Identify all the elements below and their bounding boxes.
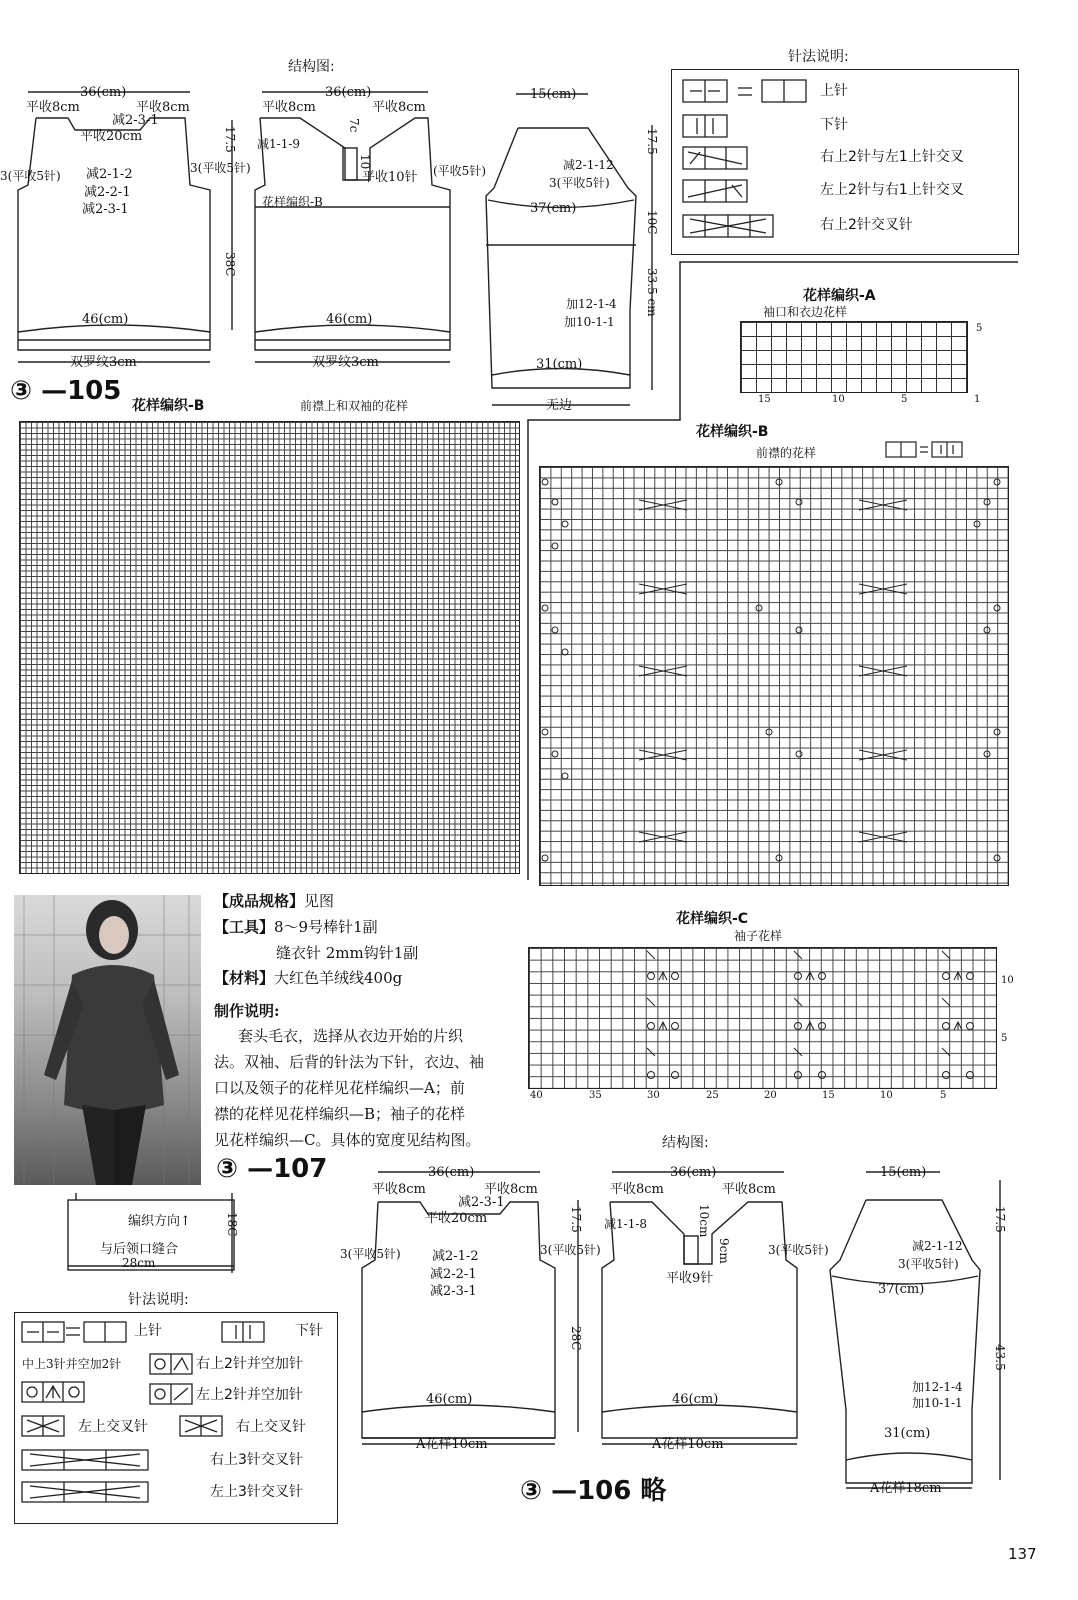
spec-tool-value-2: 缝衣针 2mm钩针1副 <box>276 944 419 962</box>
b-sleeve-dec: 减2-1-12 <box>912 1239 963 1253</box>
back-dec-2: 减2-2-1 <box>84 185 131 200</box>
back-width-bottom: 46(cm) <box>82 312 129 327</box>
b-back-dec-1: 减2-1-2 <box>432 1249 479 1264</box>
b-back-armhole-right: 3(平收5针) <box>540 1243 601 1257</box>
back-armhole-right: 3(平收5针) <box>190 161 251 175</box>
b-back-body-height: 28C <box>569 1326 583 1351</box>
sleeve-height-top: 17.5 <box>645 128 659 155</box>
front-placket-w: 10 <box>358 154 372 170</box>
b-back-armhole-left: 3(平收5针) <box>340 1247 401 1261</box>
spec-material-label: 【材料】 <box>214 969 275 987</box>
b-sleeve-width-bottom: 31(cm) <box>884 1426 931 1441</box>
legend-top-item-5: 右上2针交叉针 <box>820 217 913 233</box>
legend-top-item-4: 左上2针与右1上针交叉 <box>820 182 964 198</box>
instructions-line-1: 套头毛衣，选择从衣边开始的片织 <box>238 1027 464 1045</box>
instructions-line-5: 见花样编织—C。具体的宽度见结构图。 <box>214 1131 481 1149</box>
chart-b-left-subtitle: 前襟上和双袖的花样 <box>300 399 409 413</box>
back-shoulder-right: 平收8cm <box>136 100 190 115</box>
b-front-neck-bind: 平收9针 <box>666 1271 714 1286</box>
legend-bottom-item-8: 右上3针交叉针 <box>210 1452 303 1468</box>
spec-size-label: 【成品规格】 <box>214 892 305 910</box>
back-neck-bind: 平收20cm <box>80 129 143 144</box>
b-front-shoulder-right: 平收8cm <box>722 1182 776 1197</box>
chart-a-title: 花样编织-A <box>803 288 876 304</box>
collar-width: 28cm <box>122 1256 156 1270</box>
back-shoulder-left: 平收8cm <box>26 100 80 115</box>
b-sleeve-width-mid: 37(cm) <box>878 1282 925 1297</box>
chart-b-left-title: 花样编织-B <box>132 398 205 414</box>
chart-c-col-10: 10 <box>880 1090 893 1101</box>
b-front-width-top: 36(cm) <box>670 1165 717 1180</box>
b-front-width-bottom: 46(cm) <box>672 1392 719 1407</box>
b-back-shoulder-left: 平收8cm <box>372 1182 426 1197</box>
sleeve-dec: 减2-1-12 <box>563 158 614 172</box>
front-width-top: 36(cm) <box>325 85 372 100</box>
back-neck-dec: 减2-3-1 <box>112 113 159 128</box>
b-front-placket-w: 9cm <box>717 1238 731 1264</box>
page-number: 137 <box>1008 1545 1037 1563</box>
chart-c-col-35: 35 <box>589 1090 602 1101</box>
b-back-dec-3: 减2-3-1 <box>430 1284 477 1299</box>
sleeve-inc-1: 加12-1-4 <box>566 297 617 311</box>
chart-a-col-5: 5 <box>901 394 908 405</box>
instructions-line-3: 口以及领子的花样见花样编织—A；前 <box>214 1079 465 1097</box>
back-dec-1: 减2-1-2 <box>86 167 133 182</box>
legend-bottom-item-2: 下针 <box>295 1323 323 1339</box>
legend-bottom-item-7: 右上交叉针 <box>236 1419 306 1435</box>
front-shoulder-right: 平收8cm <box>372 100 426 115</box>
spec-tool-label: 【工具】 <box>214 918 275 936</box>
b-sleeve-height-top: 17.5 <box>993 1206 1007 1233</box>
b-front-neck-dec: 减1-1-8 <box>604 1217 648 1231</box>
back-dec-3: 减2-3-1 <box>82 202 129 217</box>
b-sleeve-width-top: 15(cm) <box>880 1165 927 1180</box>
chart-c-row-5: 5 <box>1001 1033 1008 1044</box>
front-shoulder-left: 平收8cm <box>262 100 316 115</box>
back-height-top: 17.5 <box>223 126 237 153</box>
instructions-line-2: 法。双袖、后背的针法为下针，衣边、袖 <box>214 1053 485 1071</box>
b-front-edge: A花样10cm <box>652 1437 724 1452</box>
sleeve-edge: 无边 <box>546 398 573 413</box>
figure-label-107: ③ —107 <box>216 1154 328 1184</box>
b-sleeve-inc-2: 加10-1-1 <box>912 1396 963 1410</box>
top-diagram-title: 结构图: <box>288 59 335 75</box>
sleeve-inc-2: 加10-1-1 <box>564 315 615 329</box>
b-sleeve-inc-1: 加12-1-4 <box>912 1380 963 1394</box>
b-back-width-bottom: 46(cm) <box>426 1392 473 1407</box>
b-front-placket-h: 10cm <box>697 1204 711 1238</box>
sleeve-width-mid: 37(cm) <box>530 201 577 216</box>
b-back-width-top: 36(cm) <box>428 1165 475 1180</box>
legend-bottom-title: 针法说明: <box>128 1292 189 1308</box>
front-neck-bind: 平收10针 <box>362 170 418 185</box>
spec-size-value: 见图 <box>304 892 335 910</box>
spec-material-value: 大红色羊绒线400g <box>274 969 403 987</box>
sleeve-cuff-h: 10C <box>645 210 659 235</box>
sleeve-width-top: 15(cm) <box>530 87 577 102</box>
b-front-armhole-right: 3(平收5针) <box>768 1243 829 1257</box>
instructions-title: 制作说明: <box>214 1002 280 1020</box>
front-pattern-label: 花样编织-B <box>262 195 323 209</box>
b-sleeve-height: 43.5 <box>993 1344 1007 1371</box>
b-back-neck-dec: 减2-3-1 <box>458 1195 505 1210</box>
instructions-line-4: 襟的花样见花样编织—B；袖子的花样 <box>214 1105 466 1123</box>
chart-c-col-40: 40 <box>530 1090 543 1101</box>
b-back-dec-2: 减2-2-1 <box>430 1267 477 1282</box>
chart-c-col-30: 30 <box>647 1090 660 1101</box>
collar-seam: 与后领口缝合 <box>100 1242 179 1257</box>
chart-c-col-25: 25 <box>706 1090 719 1101</box>
chart-a-subtitle: 袖口和衣边花样 <box>763 305 848 319</box>
b-front-shoulder-left: 平收8cm <box>610 1182 664 1197</box>
legend-bottom-item-9: 左上3针交叉针 <box>210 1484 303 1500</box>
legend-bottom-item-5: 左上2针并空加针 <box>196 1387 303 1403</box>
chart-a-row-label: 5 <box>976 323 983 334</box>
legend-top-item-3: 右上2针与左1上针交叉 <box>820 149 964 165</box>
legend-bottom-item-4: 右上2针并空加针 <box>196 1356 303 1372</box>
chart-c-title: 花样编织-C <box>676 911 749 927</box>
front-neck-dec: 减1-1-9 <box>257 137 301 151</box>
b-back-neck-bind: 平收20cm <box>425 1211 488 1226</box>
legend-bottom-item-6: 左上交叉针 <box>78 1419 148 1435</box>
legend-top-title: 针法说明: <box>788 49 849 65</box>
chart-a-col-15: 15 <box>758 394 771 405</box>
chart-b-right-subtitle: 前襟的花样 <box>756 446 817 460</box>
front-rib: 双罗纹3cm <box>312 355 379 370</box>
collar-direction: 编织方向↑ <box>128 1214 191 1229</box>
back-width-top: 36(cm) <box>80 85 127 100</box>
collar-height: 18C <box>225 1212 239 1237</box>
b-back-shoulder-right: 平收8cm <box>484 1182 538 1197</box>
legend-bottom-item-3: 中上3针并空加2针 <box>22 1357 122 1371</box>
b-back-height-top: 17.5 <box>569 1206 583 1233</box>
back-rib: 双罗纹3cm <box>70 355 137 370</box>
b-sleeve-bind: 3(平收5针) <box>898 1257 959 1271</box>
b-back-edge: A花样10cm <box>416 1437 488 1452</box>
chart-c-col-20: 20 <box>764 1090 777 1101</box>
chart-c-col-15: 15 <box>822 1090 835 1101</box>
legend-top-item-2: 下针 <box>820 117 848 133</box>
chart-c-row-10: 10 <box>1001 975 1014 986</box>
back-armhole-left: 3(平收5针) <box>0 169 61 183</box>
sleeve-bind: 3(平收5针) <box>549 176 610 190</box>
spec-tool-value-1: 8～9号棒针1副 <box>274 918 378 936</box>
figure-label-106: ③ —106 略 <box>520 1476 667 1506</box>
bottom-diagram-title: 结构图: <box>662 1135 709 1151</box>
legend-bottom-item-1: 上针 <box>134 1323 162 1339</box>
front-width-bottom: 46(cm) <box>326 312 373 327</box>
back-body-height: 38C <box>223 252 237 277</box>
sleeve-width-bottom: 31(cm) <box>536 357 583 372</box>
chart-c-col-5: 5 <box>940 1090 947 1101</box>
front-armhole-right: (平收5针) <box>433 164 486 178</box>
chart-b-right-title: 花样编织-B <box>696 424 769 440</box>
b-sleeve-edge: A花样18cm <box>870 1481 942 1496</box>
chart-a-col-1: 1 <box>974 394 981 405</box>
legend-top-item-1: 上针 <box>820 83 848 99</box>
front-placket-h: 7c <box>347 118 361 133</box>
chart-a-col-10: 10 <box>832 394 845 405</box>
chart-c-subtitle: 袖子花样 <box>734 929 783 943</box>
figure-label-105: ③ —105 <box>10 376 122 406</box>
sleeve-height: 33.5 cm <box>645 268 659 317</box>
